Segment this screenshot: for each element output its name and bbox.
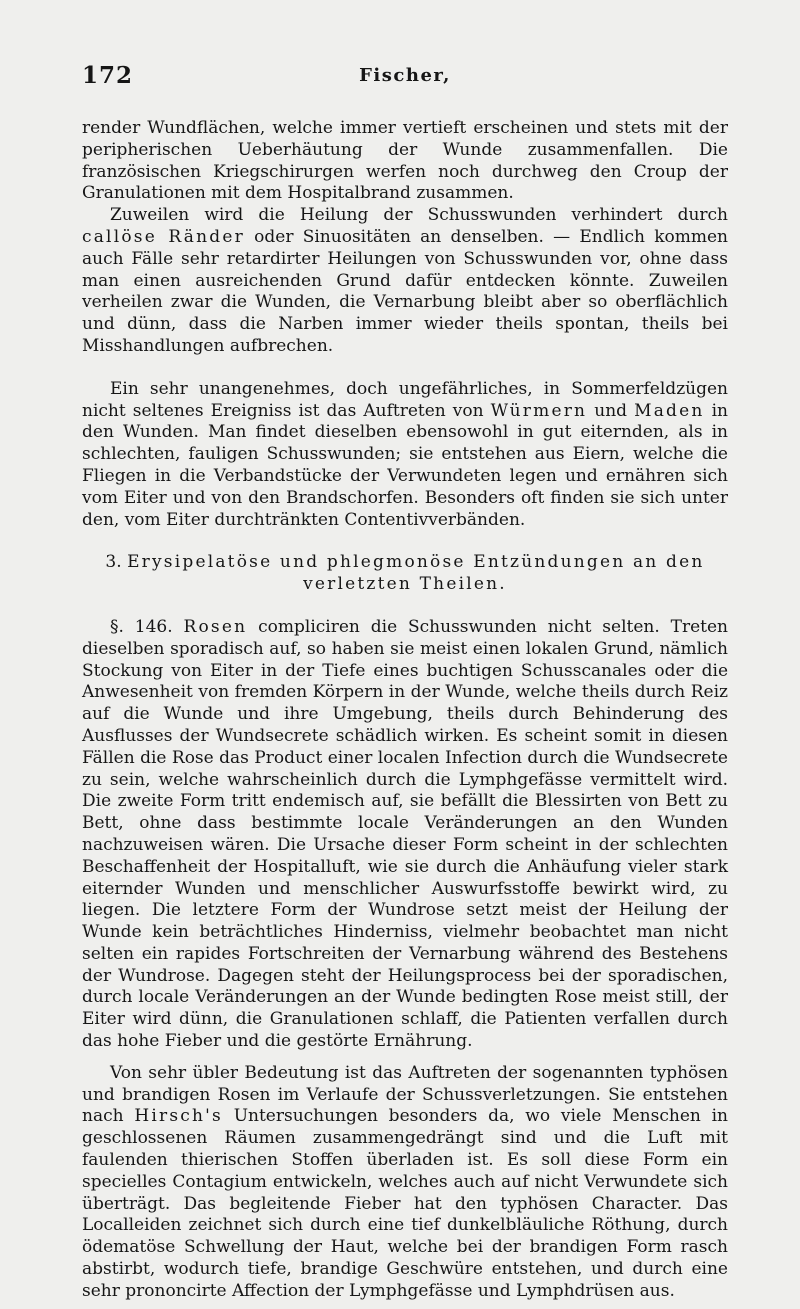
text-run: Von sehr übler Bedeutung ist das Auftreten der sogenannten typhösen und brandigen Rosen im Verlaufe der Schussverletzungen. Sie entstehen nach: [82, 1062, 728, 1127]
text-run: und: [587, 400, 635, 421]
section-title-line-1: Erysipelatöse und phlegmonöse Entzündungen an den: [127, 552, 705, 573]
paragraph-2: [82, 205, 728, 358]
paragraph-1: render Wundflächen, welche immer vertieft erscheinen und stets mit der peripherischen Ueberhäutung der Wunde zusammenfallen. Die französischen Kriegschirurgen werfen noch durchweg den Croup der Granulationen mit dem Hospitalbrand zusammen.: [82, 118, 728, 204]
emphasis-spaced: Hirsch's: [134, 1106, 223, 1127]
section-heading: [82, 552, 728, 596]
emphasis-spaced: callöse Ränder: [82, 226, 245, 247]
text-run: Untersuchungen besonders da, wo viele Menschen in geschlossenen Räumen zusammengedrängt sind und die Luft mit faulenden thierischen Stoffen überladen ist. Es soll diese Form ein specielles Contagium entwickeln, welches auch auf nicht Verwundete sich überträgt. Das begleitende Fieber hat den typhösen Character. Das Localleiden zeichnet sich durch eine tief dunkelbläuliche Röthung, durch ödematöse Schwellung der Haut, welche bei der brandigen Form rasch abstirbt, wodurch tiefe, brandige Geschwüre entstehen, und durch eine sehr prononcirte Affection der Lymphgefässe und Lymphdrüsen aus.: [82, 1106, 728, 1301]
paragraph-4: [82, 617, 728, 1053]
text-run: oder Sinuositäten an denselben. — Endlich kommen auch Fälle sehr retardirter Heilungen von Schusswunden vor, ohne dass man einen ausreichenden Grund dafür entdecken könnte. Zuweilen verheilen zwar die Wunden, die Vernarbung bleibt aber so oberflächlich und dünn, dass die Narben immer wieder theils spontan, theils bei Misshandlungen aufbrechen.: [82, 226, 728, 356]
text-run: compliciren die Schusswunden nicht selten. Treten dieselben sporadisch auf, so haben sie meist einen lokalen Grund, nämlich Stockung von Eiter in der Tiefe eines buchtigen Schusscanales oder die Anwesenheit von fremden Körpern in der Wunde, welche theils durch Reiz auf die Wunde und ihre Umgebung, theils durch Behinderung des Ausflusses der Wundsecrete schädlich wirken. Es scheint somit in diesen Fällen die Rose das Product einer localen Infection durch die Wundsecrete zu sein, welche wahrscheinlich durch die Lymphgefässe vermittelt wird. Die zweite Form tritt endemisch auf, sie befällt die Blessirten von Bett zu Bett, ohne dass bestimmte locale Veränderungen an den Wunden nachzuweisen wären. Die Ursache dieser Form scheint in der schlechten Beschaffenheit der Hospitalluft, wie sie durch die Anhäufung vieler stark eiternder Wunden und menschlicher Auswurfsstoffe bewirkt wird, zu liegen. Die letztere Form der Wundrose setzt meist der Heilung der Wunde kein beträchtliches Hinderniss, vielmehr beobachtet man nicht selten ein rapides Fortschreiten der Vernarbung während des Bestehens der Wundrose. Dagegen steht der Heilungsprocess bei der sporadischen, durch locale Veränderungen an der Wunde bedingten Rose meist still, der Eiter wird dünn, die Granulationen schlaff, die Patienten verfallen durch das hohe Fieber und die gestörte Ernährung.: [82, 616, 728, 1052]
running-head: Fischer,: [359, 65, 451, 86]
text-run: Zuweilen wird die Heilung der Schusswunden verhindert durch: [110, 205, 728, 226]
emphasis-spaced: Würmern: [490, 400, 588, 421]
section-number: 3.: [105, 552, 122, 573]
text-run: in den Wunden. Man findet dieselben ebensowohl in gut eiternden, als in schlechten, fauligen Schusswunden; sie entstehen aus Eiern, welche die Fliegen in die Verbandstücke der Verwundeten legen und ernähren sich vom Eiter und von den Brandschorfen. Besonders oft finden sie sich unter den, vom Eiter durchtränkten Contentivverbänden.: [82, 400, 729, 530]
paragraph-3: [82, 379, 728, 532]
body-text: [82, 118, 728, 1303]
emphasis-spaced: Maden: [634, 400, 705, 421]
page-header: [82, 62, 728, 92]
text-run: §. 146.: [110, 616, 184, 637]
emphasis-spaced: Rosen: [183, 616, 248, 637]
page-number: 172: [82, 62, 134, 89]
text-run: Ein sehr unangenehmes, doch ungefährliches, in Sommerfeldzügen nicht seltenes Ereigniss ist das Auftreten von: [82, 378, 728, 421]
paragraph-5: [82, 1063, 728, 1303]
section-title-line-2: verletzten Theilen.: [303, 574, 507, 595]
